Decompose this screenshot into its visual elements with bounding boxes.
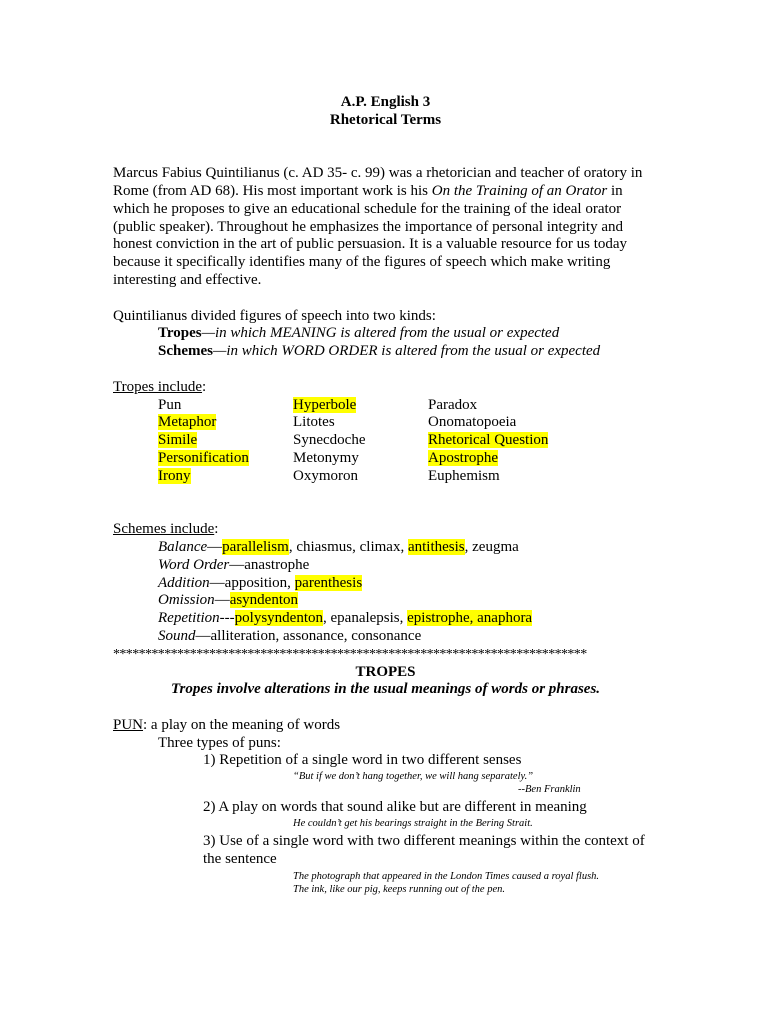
tropes-include-heading	[113, 379, 658, 397]
scheme-repetition: Repetition---polysyndenton, epanalepsis, epistrophe, anaphora	[158, 610, 533, 627]
doc-title-course: A.P. English 3	[340, 94, 431, 110]
pun-def: : a play on the meaning of words	[143, 716, 341, 733]
trope-item: Oxymoron	[293, 467, 358, 484]
doc-title-topic: Rhetorical Terms	[329, 111, 442, 128]
colon: :	[214, 521, 219, 538]
tropes-definition: —in which MEANING is altered from the usual or expected	[201, 325, 560, 342]
pun-definition	[113, 717, 658, 735]
pun-type-2-example: He couldn’t get his bearings straight in the Bering Strait.	[293, 818, 533, 830]
pun-type-2: 2) A play on words that sound alike but are different in meaning	[203, 799, 587, 816]
trope-item: Synecdoche	[293, 432, 366, 449]
schemes-include-heading	[113, 521, 658, 539]
trope-item: Irony	[158, 467, 191, 484]
trope-item: Litotes	[293, 414, 335, 431]
divider: **************************************************************************	[113, 646, 587, 662]
trope-item: Personification	[158, 449, 249, 466]
kinds-lead: Quintilianus divided figures of speech into two kinds:	[113, 307, 436, 324]
schemes-definition: —in which WORD ORDER is altered from the usual or expected	[213, 343, 601, 360]
trope-item: Paradox	[428, 396, 478, 413]
pun-type-3: 3) Use of a single word with two different meanings within the context of the sentence	[203, 833, 645, 867]
kind-tropes	[113, 325, 658, 343]
pun-type-1: 1) Repetition of a single word in two different senses	[203, 752, 522, 769]
trope-item: Metaphor	[158, 414, 217, 431]
section-title: TROPES	[355, 663, 416, 680]
section-subtitle: Tropes involve alterations in the usual meanings of words or phrases.	[170, 681, 601, 698]
pun-type-3-example-1: The photograph that appeared in the London Times caused a royal flush.	[293, 870, 600, 882]
scheme-addition: Addition—apposition, parenthesis	[158, 574, 363, 591]
colon: :	[202, 378, 207, 395]
trope-item: Simile	[158, 432, 198, 449]
trope-item: Onomatopoeia	[428, 414, 517, 431]
trope-item: Pun	[158, 396, 182, 413]
document-page	[113, 94, 658, 896]
scheme-sound: Sound—alliteration, assonance, consonance	[158, 627, 422, 644]
scheme-balance: Balance—parallelism, chiasmus, climax, antithesis, zeugma	[158, 538, 519, 555]
intro-text-b: in which he proposes to give an educational schedule for the training of the ideal orator (public speaker). Throughout he emphasizes the importance of personal integrity and honest conviction in the art of public persuasion. It is a valuable resource for us today because it specifically identifies many of the figures of speech which make writing interesting and effective.	[113, 182, 628, 288]
schemes-include-label: Schemes include	[113, 521, 215, 538]
tropes-include-label: Tropes include	[113, 378, 203, 395]
pun-type-1-attribution: --Ben Franklin	[518, 784, 581, 796]
trope-item: Hyperbole	[293, 396, 357, 413]
trope-item: Metonymy	[293, 449, 359, 466]
pun-type-1-example: “But if we don’t hang together, we will hang separately.”	[293, 771, 534, 783]
trope-item: Euphemism	[428, 467, 500, 484]
trope-item: Apostrophe	[428, 449, 498, 466]
trope-item: Rhetorical Question	[428, 432, 549, 449]
pun-type-3-example-2: The ink, like our pig, keeps running out of the pen.	[293, 883, 506, 895]
pun-term: PUN	[113, 716, 144, 733]
scheme-omission: Omission—asyndenton	[158, 592, 299, 609]
tropes-grid	[113, 397, 658, 486]
pun-types-lead: Three types of puns:	[158, 734, 281, 751]
intro-book-title: On the Training of an Orator	[431, 182, 608, 199]
scheme-word-order: Word Order—anastrophe	[158, 556, 310, 573]
tropes-label: Tropes	[158, 325, 202, 342]
schemes-label: Schemes	[158, 343, 213, 360]
kind-schemes	[113, 343, 658, 361]
intro-text-a: Marcus Fabius Quintilianus (c. AD 35- c. 99) was a rhetorician and teacher of oratory in Rome (from AD 68). His most important work is his	[113, 165, 643, 199]
intro-paragraph	[113, 165, 653, 290]
